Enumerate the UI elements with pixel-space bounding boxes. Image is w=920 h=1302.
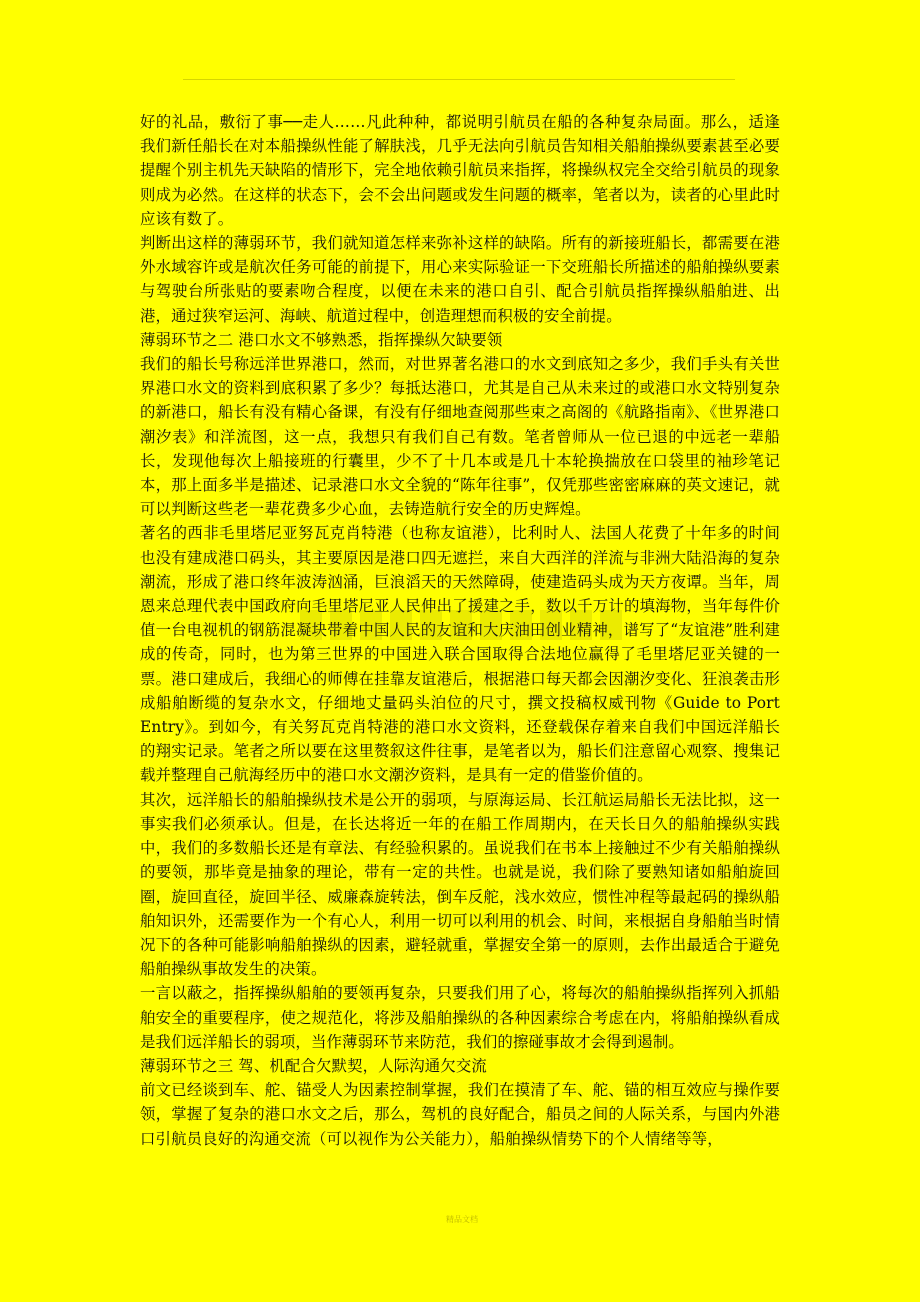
paragraph: 著名的西非毛里塔尼亚努瓦克肖特港（也称友谊港），比利时人、法国人花费了十年多的时间也没有建成港口码头，其主要原因是港口四无遮拦，来自大西洋的洋流与非洲大陆沿海的复杂潮流，形成了港口终年波涛汹涌，巨浪滔天的天然障碍，使建造码头成为天方夜谭。当年，周恩来总理代表中国政府向毛里塔尼亚人民伸出了援建之手，数以千万计的填海物，当年每件价值一台电视机的钢筋混凝块带着中国人民的友谊和大庆油田创业精神，谱写了“友谊港”胜利建成的传奇，同时，也为第三世界的中国进入联合国取得合法地位赢得了毛里塔尼亚关键的一票。港口建成后，我细心的师傅在挂靠友谊港后，根据港口每天都会因潮汐变化、狂浪袭击形成船舶断缆的复杂水文，仔细地丈量码头泊位的尺寸，撰文投稿权威刊物《Guide to Port Entry》。到如今，有关努瓦克肖特港的港口水文资料，还登载保存着来自我们中国远洋船长的翔实记录。笔者之所以要在这里赘叙这件往事，是笔者以为，船长们注意留心观察、搜集记载并整理自己航海经历中的港口水文潮汐资料，是具有一定的借鉴价值的。 <box>140 524 780 785</box>
paragraph: 其次，远洋船长的船舶操纵技术是公开的弱项，与原海运局、长江航运局船长无法比拟，这一事实我们必须承认。但是，在长达将近一年的在船工作周期内，在天长日久的船舶操纵实践中，我们的多数船长还是有章法、有经验积累的。虽说我们在书本上接触过不少有关船舶操纵的要领，那毕竟是抽象的理论，带有一定的共性。也就是说，我们除了要熟知诸如船舶旋回圈，旋回直径，旋回半径、威廉森旋转法，倒车反舵，浅水效应，惯性冲程等最起码的操纵船舶知识外，还需要作为一个有心人，利用一切可以利用的机会、时间，来根据自身船舶当时情况下的各种可能影响船舶操纵的因素，避轻就重，掌握安全第一的原则，去作出最适合于避免船舶操纵事故发生的决策。 <box>140 790 780 979</box>
section-heading: 薄弱环节之二 港口水文不够熟悉，指挥操纵欠缺要领 <box>140 330 503 349</box>
section-heading: 薄弱环节之三 驾、机配合欠默契，人际沟通欠交流 <box>140 1056 487 1075</box>
paragraph: 前文已经谈到车、舵、锚受人为因素控制掌握，我们在摸清了车、舵、锚的相互效应与操作要领，掌握了复杂的港口水文之后，那么，驾机的良好配合，船员之间的人际关系，与国内外港口引航员良好的沟通交流（可以视作为公关能力），船舶操纵情势下的个人情绪等等， <box>140 1081 780 1148</box>
paragraph: 我们的船长号称远洋世界港口，然而，对世界著名港口的水文到底知之多少，我们手头有关世界港口水文的资料到底积累了多少？每抵达港口，尤其是自己从未来过的或港口水文特别复杂的新港口，船长有没有精心备课，有没有仔细地查阅那些束之高阁的《航路指南》、《世界港口潮汐表》和洋流图，这一点，我想只有我们自己有数。笔者曾师从一位已退的中远老一辈船长，发现他每次上船接班的行囊里，少不了十几本或是几十本轮换揣放在口袋里的袖珍笔记本，那上面多半是描述、记录港口水文全貌的“陈年往事”，仅凭那些密密麻麻的英文速记，就可以判断这些老一辈花费多少心血，去铸造航行安全的历史辉煌。 <box>140 355 780 519</box>
document-body <box>140 110 780 1151</box>
paragraph: 一言以蔽之，指挥操纵船舶的要领再复杂，只要我们用了心，将每次的船舶操纵指挥列入抓船舶安全的重要程序，使之规范化，将涉及船舶操纵的各种因素综合考虑在内，将船舶操纵看成是我们远洋船长的弱项，当作薄弱环节来防范，我们的擦碰事故才会得到遏制。 <box>140 984 780 1051</box>
page-footer-label: 精品文档 <box>446 1215 478 1224</box>
paragraph: 判断出这样的薄弱环节，我们就知道怎样来弥补这样的缺陷。所有的新接班船长，都需要在港外水域容许或是航次任务可能的前提下，用心来实际验证一下交班船长所描述的船舶操纵要素与驾驶台所张贴的要素吻合程度，以便在未来的港口自引、配合引航员指挥操纵船舶进、出港，通过狭窄运河、海峡、航道过程中，创造理想而积极的安全前提。 <box>140 234 780 325</box>
header-rule <box>183 79 735 80</box>
paragraph: 好的礼品，敷衍了事──走人……凡此种种，都说明引航员在船的各种复杂局面。那么，适逢我们新任船长在对本船操纵性能了解肤浅，几乎无法向引航员告知相关船舶操纵要素甚至必要提醒个别主机先天缺陷的情形下，完全地依赖引航员来指挥，将操纵权完全交给引航员的现象则成为必然。在这样的状态下，会不会出问题或发生问题的概率，笔者以为，读者的心里此时应该有数了。 <box>140 113 780 228</box>
